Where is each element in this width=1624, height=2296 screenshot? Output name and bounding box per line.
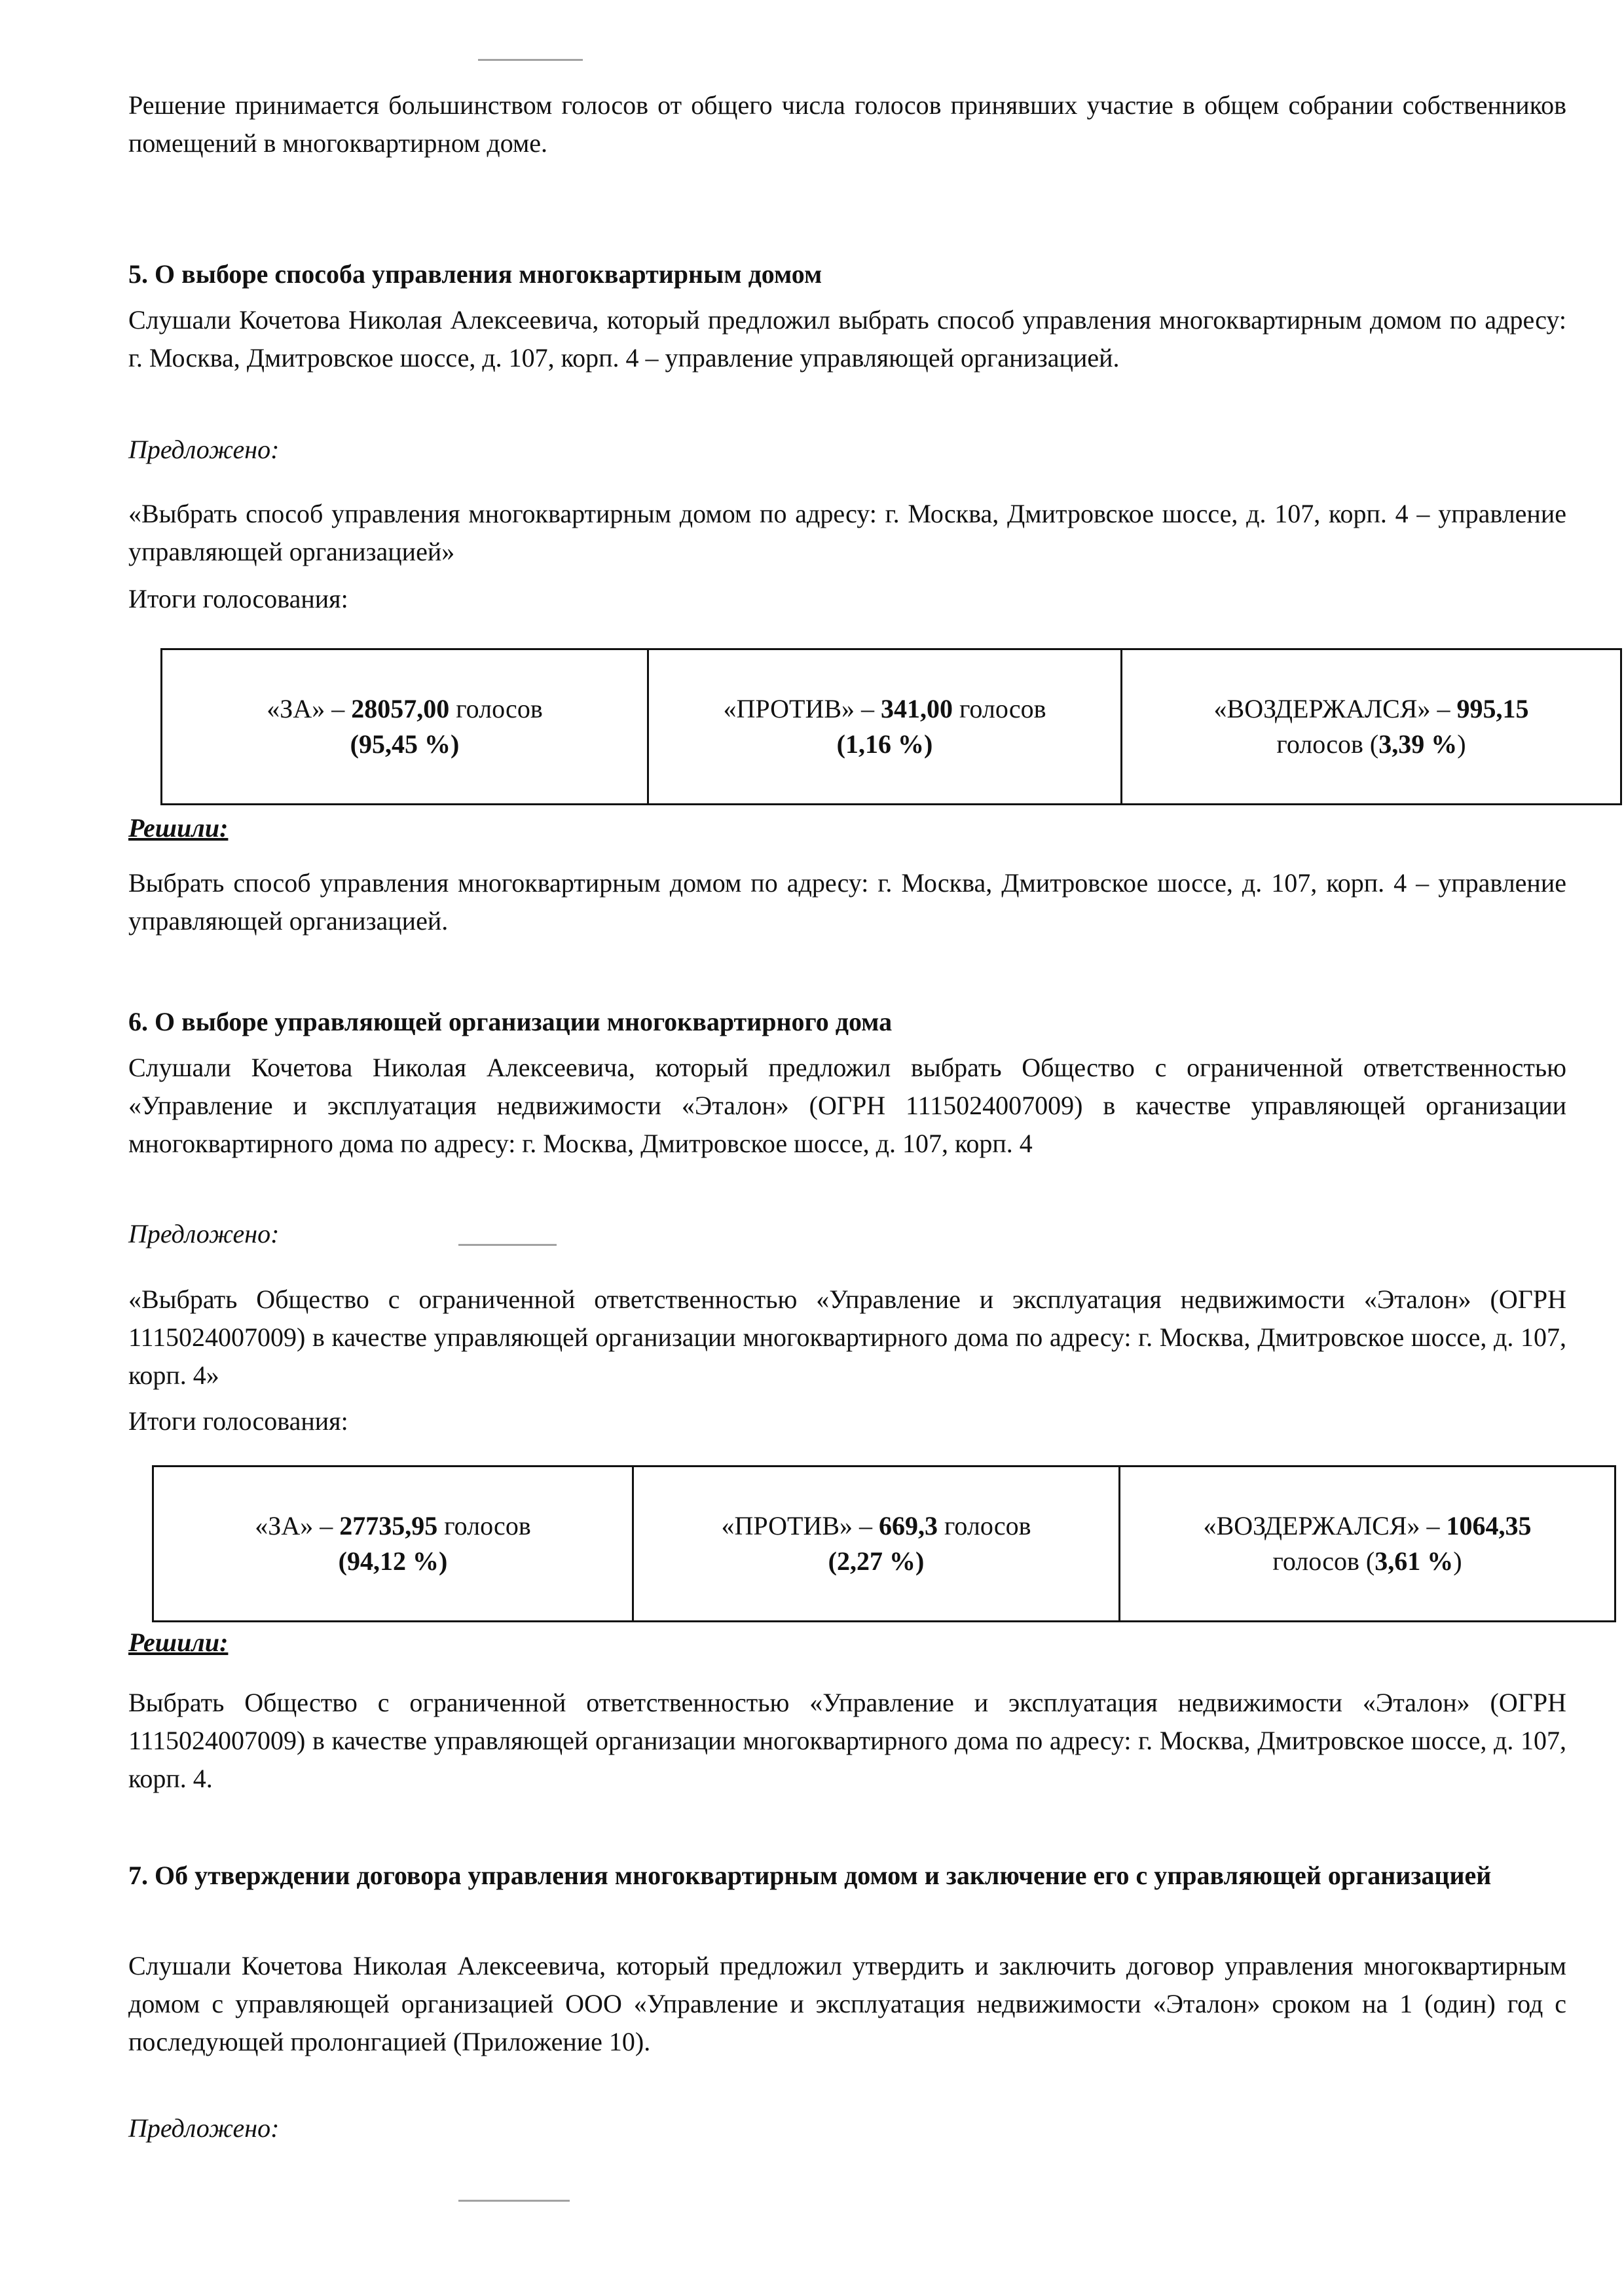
section-5-decided-block xyxy=(128,864,1566,940)
votes-abstain-suffix: голосов ( xyxy=(1272,1546,1375,1576)
section-5-heading: 5. О выборе способа управления многоквартирным домом xyxy=(128,259,822,289)
section-5-heard-block xyxy=(128,301,1566,377)
votes-row xyxy=(153,1467,1615,1622)
votes-for-suffix: голосов xyxy=(437,1511,531,1540)
votes-for-percent: (94,12 %) xyxy=(338,1546,448,1576)
scan-mark xyxy=(458,2200,570,2202)
votes-for-value: 28057,00 xyxy=(351,694,450,723)
votes-against-value: 341,00 xyxy=(881,694,953,723)
section-7-proposed-label-block xyxy=(128,2109,1566,2147)
votes-abstain-value: 995,15 xyxy=(1456,694,1529,723)
section-5-votes-table xyxy=(160,648,1622,805)
votes-for-prefix: «ЗА» – xyxy=(255,1511,340,1540)
section-6-votes-table xyxy=(152,1465,1616,1622)
votes-abstain-suffix: голосов ( xyxy=(1276,729,1379,759)
votes-for-prefix: «ЗА» – xyxy=(267,694,352,723)
section-6-results-label: Итоги голосования: xyxy=(128,1406,348,1436)
votes-against-value: 669,3 xyxy=(879,1511,938,1540)
votes-abstain-value: 1064,35 xyxy=(1446,1511,1532,1540)
section-5-proposed-text: «Выбрать способ управления многоквартирным домом по адресу: г. Москва, Дмитровское шоссе, д. 107, корп. 4 – управление управляющей организацией» xyxy=(128,499,1566,566)
section-7-proposed-label: Предложено: xyxy=(128,2113,280,2143)
section-6-proposed-label: Предложено: xyxy=(128,1219,280,1248)
section-5-decided-text: Выбрать способ управления многоквартирным домом по адресу: г. Москва, Дмитровское шоссе, д. 107, корп. 4 – управление управляющей организацией. xyxy=(128,868,1566,936)
section-5-heading-block xyxy=(128,255,1566,293)
votes-for-cell xyxy=(153,1467,633,1622)
votes-abstain-prefix: «ВОЗДЕРЖАЛСЯ» – xyxy=(1203,1511,1447,1540)
votes-abstain-cell xyxy=(1120,1467,1615,1622)
section-5-heard: Слушали Кочетова Николая Алексеевича, который предложил выбрать способ управления многоквартирным домом по адресу: г. Москва, Дмитровское шоссе, д. 107, корп. 4 – управление управляющей организацией. xyxy=(128,305,1566,373)
votes-against-percent: (2,27 %) xyxy=(828,1546,925,1576)
votes-abstain-cell xyxy=(1122,649,1621,805)
section-6-decided-text: Выбрать Общество с ограниченной ответственностью «Управление и эксплуатация недвижимости «Эталон» (ОГРН 1115024007009) в качестве управляющей организации многоквартирного дома по адресу: г. Москва, Дмитровское шоссе, д. 107, корп. 4. xyxy=(128,1688,1566,1793)
section-7-heading-block xyxy=(128,1857,1566,1895)
votes-against-suffix: голосов xyxy=(938,1511,1031,1540)
votes-for-cell xyxy=(162,649,648,805)
votes-row xyxy=(162,649,1621,805)
section-6-heading-block xyxy=(128,1003,1566,1041)
votes-against-prefix: «ПРОТИВ» – xyxy=(721,1511,879,1540)
section-6-heard-block xyxy=(128,1049,1566,1163)
section-5-results-label: Итоги голосования: xyxy=(128,584,348,613)
section-5-proposed-block xyxy=(128,495,1566,571)
section-6-heard: Слушали Кочетова Николая Алексеевича, который предложил выбрать Общество с ограниченной ответственностью «Управление и эксплуатация недвижимости «Эталон» (ОГРН 1115024007009) в качестве управляющей организации многоквартирного дома по адресу: г. Москва, Дмитровское шоссе, д. 107, корп. 4 xyxy=(128,1053,1566,1158)
votes-against-prefix: «ПРОТИВ» – xyxy=(723,694,881,723)
section-5-decided-label-block xyxy=(128,809,1566,847)
votes-abstain-prefix: «ВОЗДЕРЖАЛСЯ» – xyxy=(1213,694,1457,723)
votes-abstain-percent: 3,39 % xyxy=(1378,729,1458,759)
votes-for-suffix: голосов xyxy=(449,694,543,723)
section-5-results-label-block xyxy=(128,580,1566,618)
section-7-heard-block xyxy=(128,1947,1566,2061)
section-5-decided-label: Решили: xyxy=(128,813,229,843)
votes-against-percent: (1,16 %) xyxy=(836,729,933,759)
section-6-results-label-block xyxy=(128,1402,1566,1440)
votes-abstain-close: ) xyxy=(1453,1546,1462,1576)
scan-mark xyxy=(478,59,583,61)
votes-abstain-close: ) xyxy=(1457,729,1466,759)
intro-paragraph: Решение принимается большинством голосов от общего числа голосов принявших участие в общем собрании собственников помещений в многоквартирном доме. xyxy=(128,90,1566,158)
section-6-heading: 6. О выборе управляющей организации многоквартирного дома xyxy=(128,1007,893,1036)
intro-block xyxy=(128,86,1566,162)
section-5-proposed-label: Предложено: xyxy=(128,435,280,464)
section-6-proposed-block xyxy=(128,1281,1566,1394)
section-5-proposed-label-block xyxy=(128,431,1566,469)
section-6-decided-label: Решили: xyxy=(128,1628,229,1657)
votes-for-value: 27735,95 xyxy=(339,1511,438,1540)
votes-for-percent: (95,45 %) xyxy=(350,729,460,759)
votes-against-cell xyxy=(633,1467,1120,1622)
section-7-heading: 7. Об утверждении договора управления многоквартирным домом и заключение его с управляющей организацией xyxy=(128,1861,1492,1890)
votes-against-cell xyxy=(648,649,1122,805)
votes-against-suffix: голосов xyxy=(953,694,1046,723)
section-6-decided-label-block xyxy=(128,1624,1566,1662)
section-6-decided-block xyxy=(128,1684,1566,1798)
section-6-proposed-label-block xyxy=(128,1215,1566,1253)
section-6-proposed-text: «Выбрать Общество с ограниченной ответственностью «Управление и эксплуатация недвижимости «Эталон» (ОГРН 1115024007009) в качестве управляющей организации многоквартирного дома по адресу: г. Москва, Дмитровское шоссе, д. 107, корп. 4» xyxy=(128,1285,1566,1390)
votes-abstain-percent: 3,61 % xyxy=(1375,1546,1454,1576)
section-7-heard: Слушали Кочетова Николая Алексеевича, который предложил утвердить и заключить договор управления многоквартирным домом с управляющей организацией ООО «Управление и эксплуатация недвижимости «Эталон» сроком на 1 (один) год с последующей пролонгацией (Приложение 10). xyxy=(128,1951,1566,2056)
